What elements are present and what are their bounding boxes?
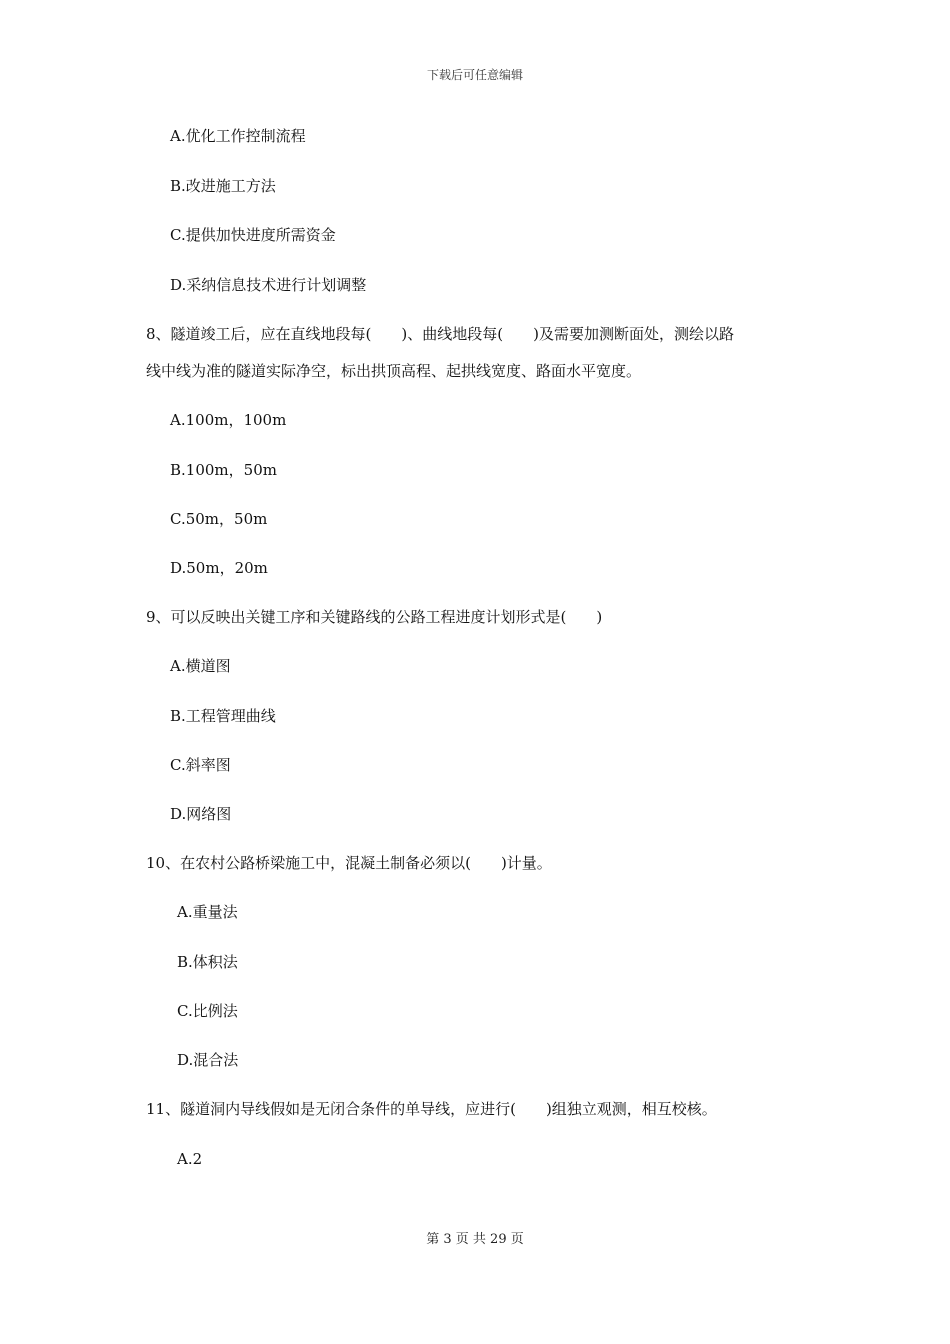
option-7d: D.采纳信息技术进行计划调整 bbox=[170, 276, 367, 294]
option-8b: B.100m，50m bbox=[170, 461, 277, 479]
option-8a: A.100m，100m bbox=[170, 411, 287, 429]
option-10d: D.混合法 bbox=[177, 1051, 239, 1069]
question-10: 10、在农村公路桥梁施工中，混凝土制备必须以( )计量。 bbox=[146, 854, 552, 872]
option-10c: C.比例法 bbox=[177, 1002, 238, 1020]
option-11a: A.2 bbox=[177, 1150, 203, 1168]
option-9a: A.横道图 bbox=[170, 657, 231, 675]
option-7c: C.提供加快进度所需资金 bbox=[170, 226, 336, 244]
option-7b: B.改进施工方法 bbox=[170, 177, 276, 195]
option-10b: B.体积法 bbox=[177, 953, 238, 971]
page-header: 下载后可任意编辑 bbox=[426, 68, 523, 82]
option-9b: B.工程管理曲线 bbox=[170, 707, 276, 725]
option-7a: A.优化工作控制流程 bbox=[170, 127, 306, 145]
option-8d: D.50m，20m bbox=[170, 559, 268, 577]
option-10a: A.重量法 bbox=[177, 903, 238, 921]
option-9c: C.斜率图 bbox=[170, 756, 231, 774]
question-8-line-1: 8、隧道竣工后，应在直线地段每( )、曲线地段每( )及需要加测断面处，测绘以路 bbox=[146, 325, 734, 343]
option-8c: C.50m，50m bbox=[170, 510, 268, 528]
page-footer: 第 3 页 共 29 页 bbox=[426, 1232, 524, 1247]
question-9: 9、可以反映出关键工序和关键路线的公路工程进度计划形式是( ) bbox=[146, 608, 603, 626]
option-9d: D.网络图 bbox=[170, 805, 232, 823]
question-8-line-2: 线中线为准的隧道实际净空，标出拱顶高程、起拱线宽度、路面水平宽度。 bbox=[146, 362, 642, 380]
question-11: 11、隧道洞内导线假如是无闭合条件的单导线，应进行( )组独立观测，相互校核。 bbox=[146, 1100, 717, 1118]
